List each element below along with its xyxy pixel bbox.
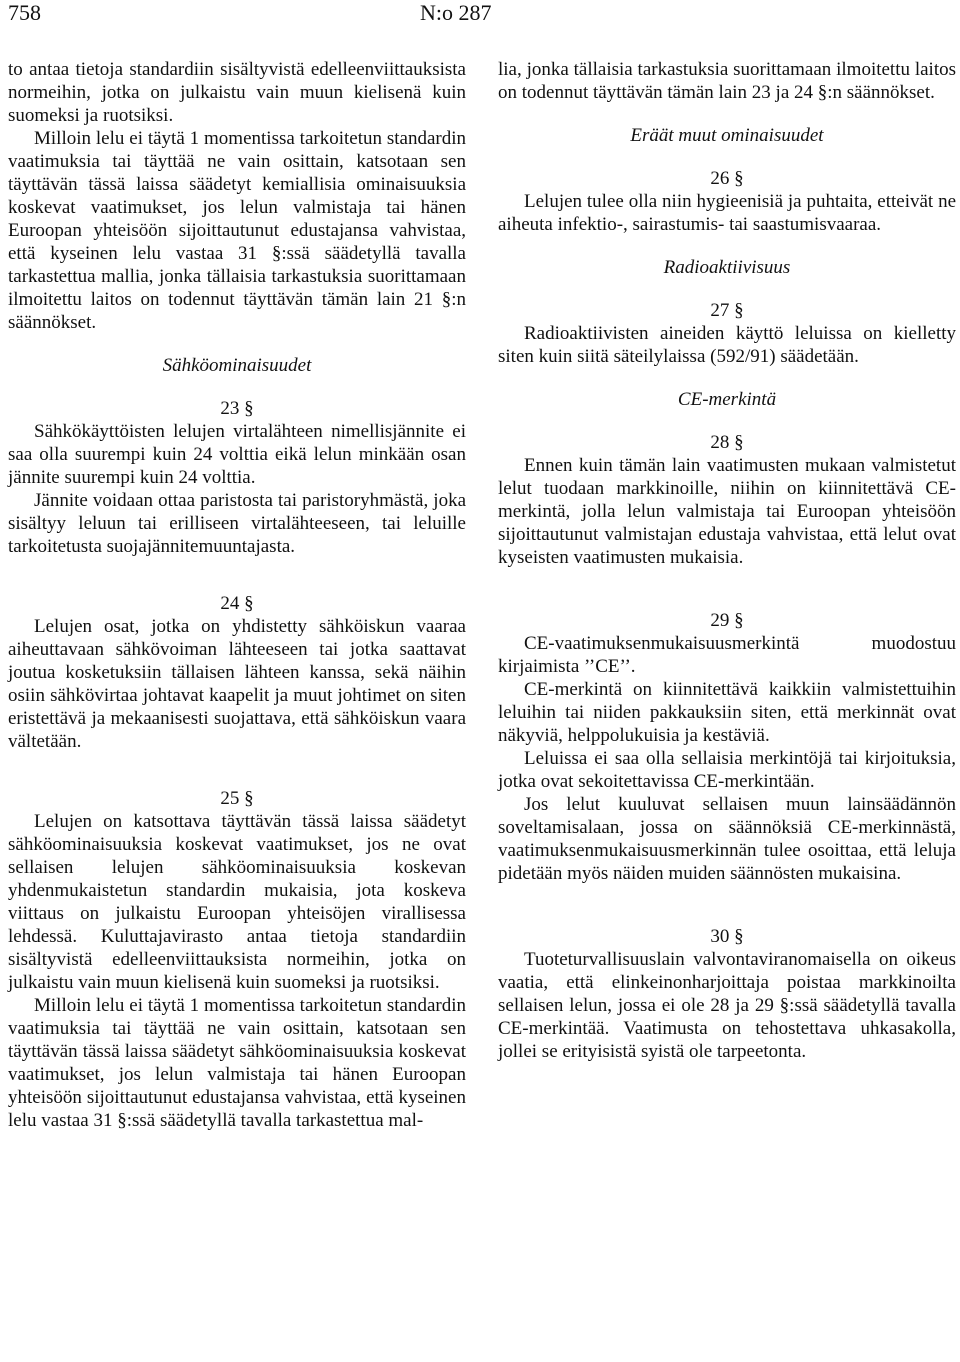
paragraph: Leluissa ei saa olla sellaisia merkintöjä tai kirjoituksia, jotka ovat sekoitettavissa CE-merkintään. <box>498 748 956 792</box>
section-number-25: 25 § <box>220 788 254 809</box>
section-heading-eraat-muut-ominaisuudet: Eräät muut ominaisuudet <box>630 125 824 146</box>
page-header <box>8 0 520 32</box>
paragraph: Lelujen osat, jotka on yhdistetty sähköiskun vaaraa aiheuttavaan sähkövoiman lähteeseen tai jotka saattavat joutua kosketuksiin tällaisen lähteen kanssa, sekä näihin osiin sähkövirtaa johtavat kaapelit ja muut johtimet on siten eristettävä ja mekaanisesti suojattava, että sähköiskun vaara vältetään. <box>8 616 466 752</box>
section-number-28: 28 § <box>710 432 744 453</box>
paragraph: Radioaktiivisten aineiden käyttö leluissa on kielletty siten kuin siitä säteilylaissa (592/91) säädetään. <box>498 323 956 367</box>
section-number-26: 26 § <box>710 168 744 189</box>
section-number-27: 27 § <box>710 300 744 321</box>
left-column <box>8 58 466 1132</box>
section-heading-sahkoominaisuudet: Sähköominaisuudet <box>162 355 312 376</box>
paragraph: Jännite voidaan ottaa paristosta tai paristoryhmästä, joka sisältyy leluun tai erilliseen virtalähteeseen, tai leluille tarkoitetusta suojajännitemuuntajasta. <box>8 490 466 557</box>
paragraph: Lelujen tulee olla niin hygieenisiä ja puhtaita, etteivät ne aiheuta infektio-, sairastumis- tai saastumisvaaraa. <box>498 191 956 235</box>
paragraph: Jos lelut kuuluvat sellaisen muun lainsäädännön soveltamisalaan, jossa on säännöksiä CE-merkinnästä, vaatimuksenmukaisuusmerkinnän tulee osoittaa, että leluja pidetään myös näiden muiden säännösten mukaisina. <box>498 794 956 884</box>
page-number: 758 <box>8 0 41 25</box>
paragraph: lia, jonka tällaisia tarkastuksia suorittamaan ilmoitettu laitos on todennut täyttävän tämän lain 23 ja 24 §:n säännökset. <box>498 59 956 103</box>
section-number-29: 29 § <box>710 610 744 631</box>
right-column <box>498 58 956 1063</box>
section-number-30: 30 § <box>710 926 744 947</box>
paragraph: Tuoteturvallisuuslain valvontaviranomaisella on oikeus vaatia, että elinkeinonharjoittaja poistaa markkinoilta sellaisen lelun, jossa ei ole 28 ja 29 §:ssä säädetyllä tavalla CE-merkintää. Vaatimusta on tehostettava uhkasakolla, jollei se erityisistä syistä ole tarpeetonta. <box>498 949 956 1062</box>
paragraph: Lelujen on katsottava täyttävän tässä laissa säädetyt sähköominaisuuksia koskevat vaatimukset, jos ne ovat sellaisen lelujen sähköominaisuuksia koskevan yhdenmukaistetun standardin mukaisia, jota koskeva viittaus on julkaistu Euroopan yhteisöjen virallisessa lehdessä. Kuluttajavirasto antaa tietoja standardiin sisältyvistä edelleenviittauksista normeihin, jotka on julkaistu vain muun kielisenä kuin suomeksi ja ruotsiksi. <box>8 811 466 993</box>
section-heading-ce-merkinta: CE-merkintä <box>677 389 777 410</box>
paragraph: Ennen kuin tämän lain vaatimusten mukaan valmistetut lelut tuodaan markkinoille, niihin on kiinnitettävä CE-merkintä, jolla lelun valmistaja tai Euroopan yhteisöön sijoittautunut valmistajan edustaja vahvistaa, että lelut ovat kyseisten vaatimusten mukaisia. <box>498 455 956 568</box>
paragraph: Sähkökäyttöisten lelujen virtalähteen nimellisjännite ei saa olla suurempi kuin 24 volttia eikä lelun minkään osan jännite suurempi kuin 24 volttia. <box>8 421 466 488</box>
section-number-24: 24 § <box>220 593 254 614</box>
paragraph: to antaa tietoja standardiin sisältyvistä edelleenviittauksista normeihin, jotka on julkaistu vain muun kielisenä kuin suomeksi ja ruotsiksi. <box>8 59 466 126</box>
section-number-23: 23 § <box>220 398 254 419</box>
issue-number: N:o 287 <box>420 0 492 25</box>
paragraph: Milloin lelu ei täytä 1 momentissa tarkoitetun standardin vaatimuksia tai täyttää ne vain osittain, katsotaan sen täyttävän tässä laissa säädetyt sähköominaisuuksia koskevat vaatimukset, jos lelun valmistaja tai hänen Euroopan yhteisöön sijoittautunut edustajansa vahvistaa, että kyseinen lelu vastaa 31 §:ssä säädetyllä tavalla tarkastettua mal- <box>8 995 466 1131</box>
paragraph: CE-merkintä on kiinnitettävä kaikkiin valmistettuihin leluihin tai niiden pakkauksiin siten, että merkinnät ovat näkyviä, helppolukuisia ja kestäviä. <box>498 679 956 746</box>
paragraph: Milloin lelu ei täytä 1 momentissa tarkoitetun standardin vaatimuksia tai täyttää ne vain osittain, katsotaan sen täyttävän tässä laissa säädetyt kemiallisia ominaisuuksia koskevat vaatimukset, jos lelun valmistaja tai hänen Euroopan yhteisöön sijoittautunut edustajansa vahvistaa, että kyseinen lelu vastaa 31 §:ssä säädetyllä tavalla tarkastettua mallia, jonka tällaisia tarkastuksia suorittamaan ilmoitettu laitos on todennut täyttävän tämän lain 21 §:n säännökset. <box>8 128 466 333</box>
section-heading-radioaktiivisuus: Radioaktiivisuus <box>663 257 791 278</box>
paragraph: CE-vaatimuksenmukaisuusmerkintä muodostuu kirjaimista ’’CE’’. <box>498 633 956 677</box>
